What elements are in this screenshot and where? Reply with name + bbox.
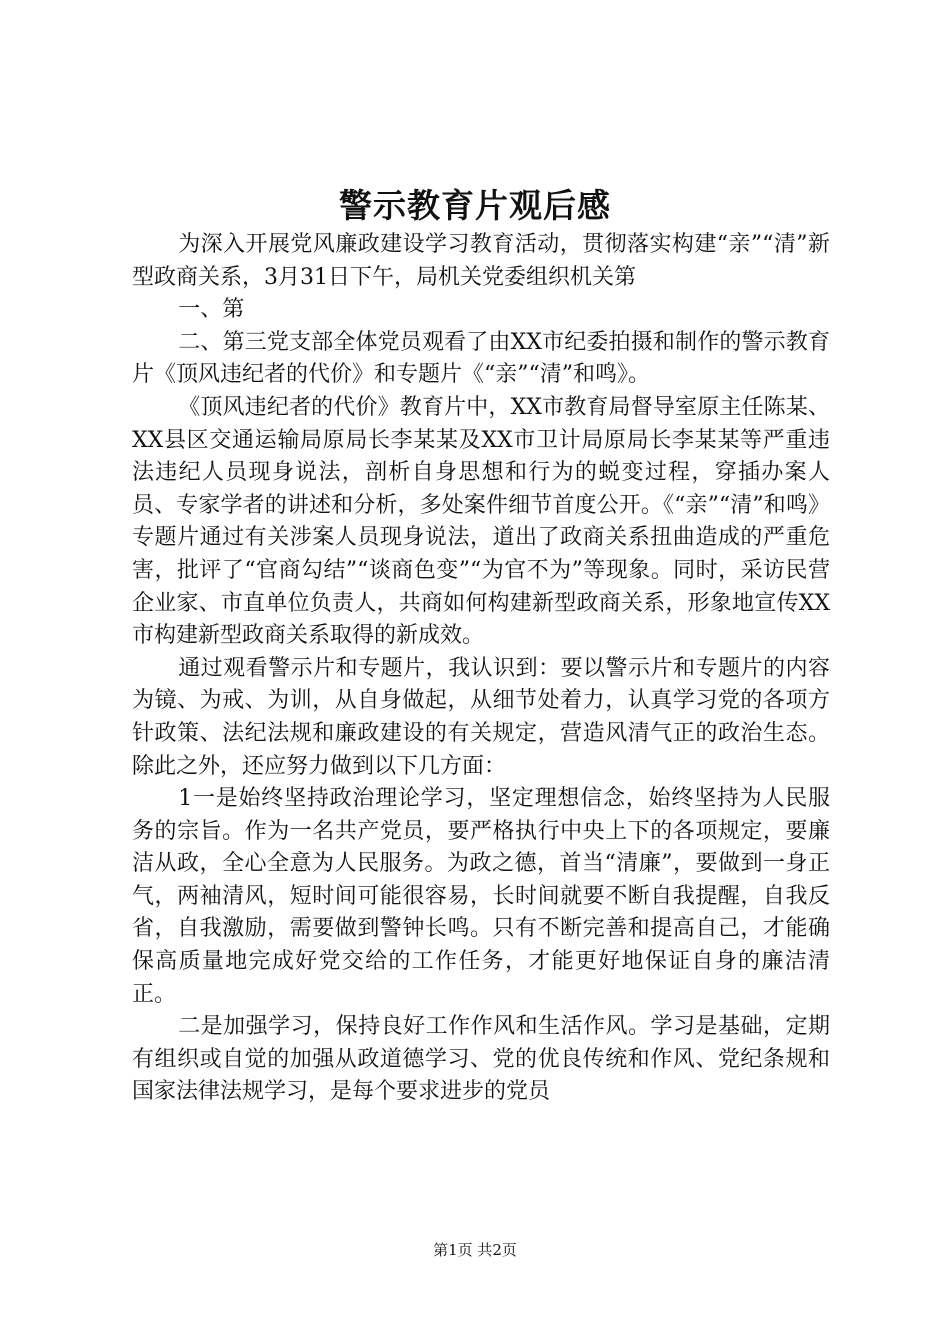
paragraph-first-branch: 一、第 bbox=[178, 297, 245, 323]
paragraph-second-third-branch: 二、第三党支部全体党员观看了由XX市纪委拍摄和制作的警示教育片《顶风违纪者的代价》和专题片《“亲”“清”和鸣》。 bbox=[132, 329, 830, 388]
page-footer: 第1页 共2页 bbox=[433, 1241, 517, 1259]
document-title: 警示教育片观后感 bbox=[339, 186, 611, 225]
paragraph-point-two: 二是加强学习，保持良好工作作风和生活作风。学习是基础，定期有组织或自觉的加强从政道德学习、党的优良传统和作风、党纪条规和国家法律法规学习，是每个要求进步的党员 bbox=[132, 1014, 830, 1105]
document-body bbox=[132, 229, 830, 1109]
paragraph-film-summary: 《顶风违纪者的代价》教育片中，XX市教育局督导室原主任陈某、XX县区交通运输局原局长李某某及XX市卫计局原局长李某某等严重违法违纪人员现身说法，剖析自身思想和行为的蜕变过程，穿插办案人员、专家学者的讲述和分析，多处案件细节首度公开。《“亲”“清”和鸣》专题片通过有关涉案人员现身说法，道出了政商关系扭曲造成的严重危害，批评了“官商勾结”“谈商色变”“为官不为”等现象。同时，采访民营企业家、市直单位负责人，共商如何构建新型政商关系，形象地宣传XX市构建新型政商关系取得的新成效。 bbox=[132, 394, 830, 649]
paragraph-reflection: 通过观看警示片和专题片，我认识到：要以警示片和专题片的内容为镜、为戒、为训，从自身做起，从细节处着力，认真学习党的各项方针政策、法纪法规和廉政建设的有关规定，营造风清气正的政治生态。除此之外，还应努力做到以下几方面： bbox=[132, 655, 830, 779]
paragraph-point-one: 1一是始终坚持政治理论学习，坚定理想信念，始终坚持为人民服务的宗旨。作为一名共产党员，要严格执行中央上下的各项规定，要廉洁从政，全心全意为人民服务。为政之德，首当“清廉”，要做到一身正气，两袖清风，短时间可能很容易，长时间就要不断自我提醒，自我反省，自我激励，需要做到警钟长鸣。只有不断完善和提高自己，才能确保高质量地完成好党交给的工作任务，才能更好地保证自身的廉洁清正。 bbox=[132, 786, 830, 1007]
paragraph-intro: 为深入开展党风廉政建设学习教育活动，贯彻落实构建“亲”“清”新型政商关系，3月31日下午，局机关党委组织机关第 bbox=[132, 232, 830, 290]
